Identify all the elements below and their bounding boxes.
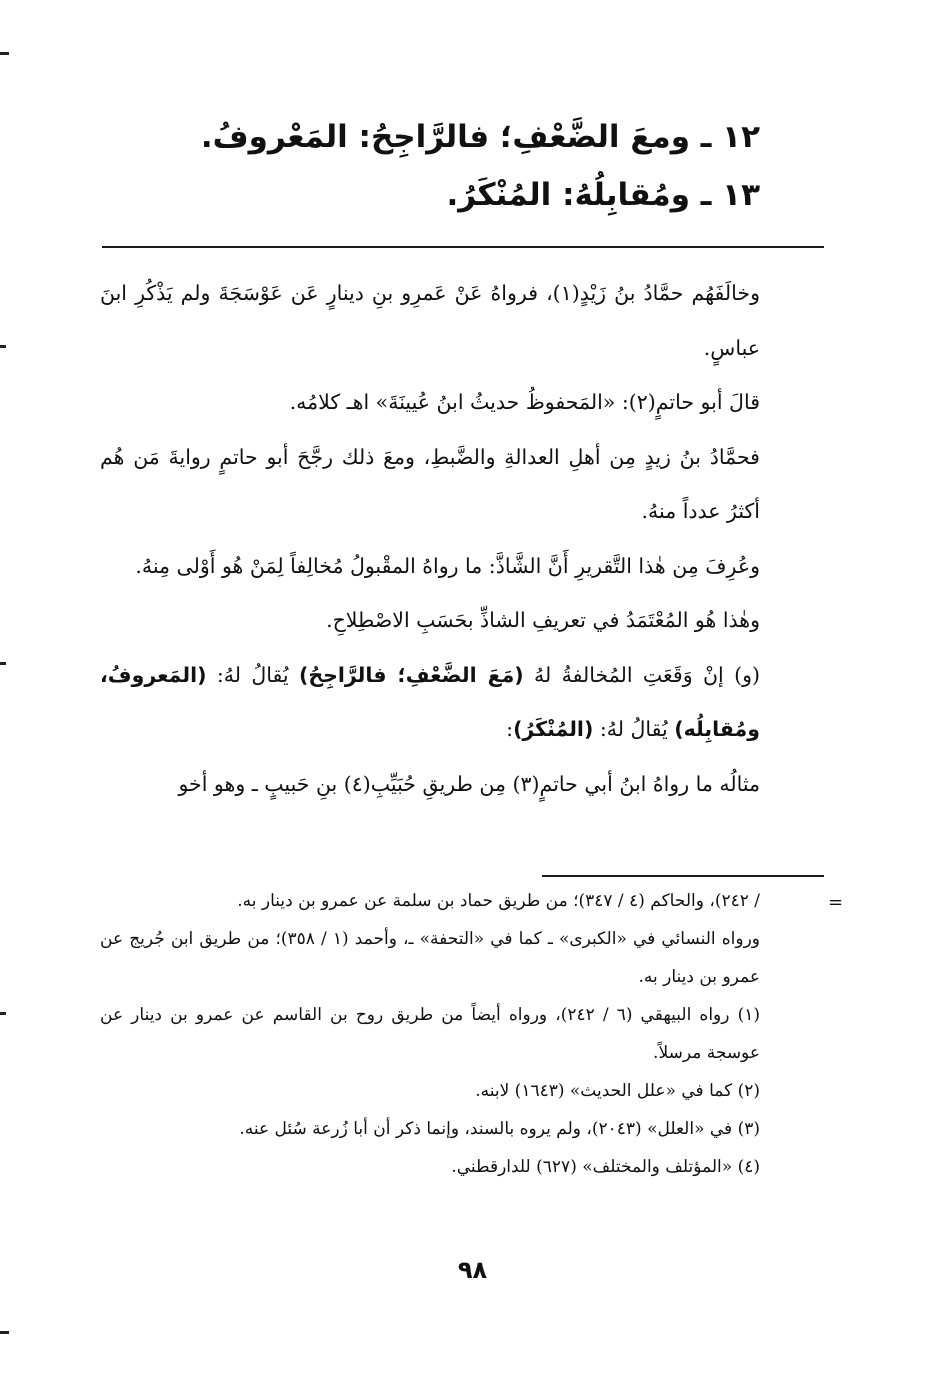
heading-12: ١٢ ـ ومعَ الضَّعْفِ؛ فالرَّاجِحُ: المَعْروفُ. (200, 119, 760, 155)
footnote: (١) رواه البيهقي (٦ / ٢٤٢)، ورواه أيضاً من طريق روح بن القاسم عن عمرو بن دينار عن عوسجة مرسلاً. (100, 1005, 760, 1063)
paragraph: وخالَفَهُم حمَّادُ بنُ زَيْدٍ(١)، فرواهُ عَنْ عَمرِو بنِ دينارٍ عَن عَوْسَجَةَ ولم يَذْكُرِ ابنَ عباسٍ. (100, 281, 760, 360)
footnote: ورواه النسائي في «الكبرى» ـ كما في «التحفة» ـ، وأحمد (١ / ٣٥٨)؛ من طريق ابن جُريج عن عمرو بن دينار به. (100, 929, 761, 987)
text-run: (و) إنْ وَقَعَتِ المُخالفةُ لهُ (523, 662, 760, 687)
edge-mark (0, 1331, 9, 1334)
paragraph: وعُرِفَ مِن هٰذا التَّقريرِ أَنَّ الشَّاذَّ: ما رواهُ المقْبولُ مُخالِفاً لِمَنْ هُو أَوْلى مِنهُ. (135, 553, 760, 578)
edge-mark (0, 662, 6, 665)
footnote: / ٢٤٢)، والحاكم (٤ / ٣٤٧)؛ من طريق حماد بن سلمة عن عمرو بن دينار به. (237, 891, 760, 911)
paragraph: مثالُه ما رواهُ ابنُ أبي حاتمٍ(٣) مِن طريقِ حُبَيِّبِ(٤) بنِ حَبيبٍ ـ وهو أخو (178, 771, 760, 796)
footnote: (٣) في «العلل» (٢٠٤٣)، ولم يروه بالسند، وإنما ذكر أن أبا زُرعة سُئل عنه. (239, 1119, 760, 1139)
edge-mark (0, 345, 6, 348)
footnote: (٢) كما في «علل الحديث» (١٦٤٣) لابنه. (475, 1081, 760, 1101)
paragraph (100, 648, 760, 757)
page-number: ٩٨ (457, 1256, 488, 1284)
text-run: يُقالُ لهُ: (593, 717, 675, 741)
text-run: يُقالُ لهُ: (206, 662, 299, 687)
paragraph: قالَ أبو حاتمٍ(٢): «المَحفوظُ حديثُ ابنُ عُيينَةَ» اهـ كلامُه. (289, 390, 760, 414)
footnote-continuation-marker: = (828, 892, 844, 913)
footnote: (٤) «المؤتلف والمختلف» (٦٢٧) للدارقطني. (451, 1157, 760, 1177)
text-run: : (506, 717, 514, 741)
main-text (100, 266, 760, 811)
heading-13: ١٣ ـ ومُقابِلُهُ: المُنْكَرُ. (446, 177, 760, 213)
paragraph: فحمَّادُ بنُ زيدٍ مِن أهلِ العدالةِ والضَّبطِ، ومعَ ذلك رجَّحَ أبو حاتمٍ روايةَ مَن هُم أكثرُ عدداً منهُ. (100, 444, 760, 523)
bold-run: (مَعَ الضَّعْفِ؛ فالرَّاجِحُ) (298, 662, 524, 687)
edge-mark (0, 52, 9, 55)
footnotes (100, 882, 760, 1186)
footnote-divider (542, 875, 824, 877)
bold-run: (المَعروفُ، ومُقابِلُه) (100, 662, 760, 741)
edge-mark (0, 1012, 6, 1015)
bold-run: (المُنْكَرُ) (513, 717, 594, 741)
top-divider (102, 246, 824, 248)
paragraph: وهٰذا هُو المُعْتَمَدُ في تعريفِ الشاذِّ بحَسَبِ الاصْطِلاحِ. (326, 608, 760, 632)
